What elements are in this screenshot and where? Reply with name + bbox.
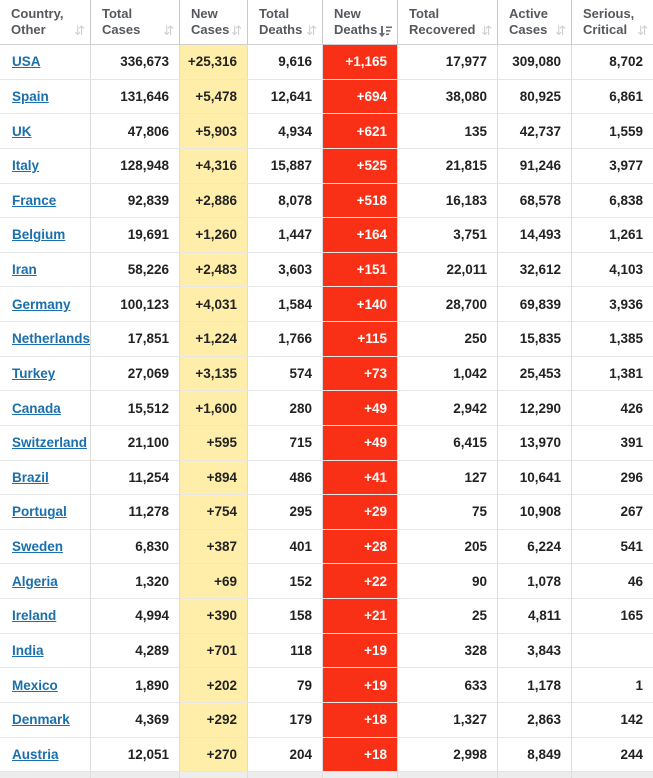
table-row — [0, 287, 653, 322]
new-cases-cell: +1,260 — [180, 218, 248, 252]
serious-critical-cell — [572, 634, 653, 668]
new-cases-cell: +5,903 — [180, 114, 248, 148]
next-row-partial-cell — [248, 772, 323, 778]
country-link[interactable]: Belgium — [12, 227, 66, 243]
new-cases-cell: +202 — [180, 668, 248, 702]
serious-critical-cell: 267 — [620, 504, 643, 520]
active-cases-cell: 91,246 — [498, 149, 572, 183]
country-cell — [0, 287, 91, 321]
total-deaths-cell: 118 — [248, 634, 323, 668]
new-deaths-cell: +22 — [323, 564, 398, 598]
new-deaths-cell: +49 — [323, 391, 398, 425]
country-link[interactable]: Sweden — [12, 539, 64, 555]
country-cell — [0, 530, 91, 564]
serious-critical-cell: 46 — [627, 573, 643, 589]
total-recovered-cell: 250 — [398, 322, 498, 356]
new-cases-cell: +390 — [180, 599, 248, 633]
next-row-partial-cell — [91, 772, 180, 778]
table-row — [0, 703, 653, 738]
table-row — [0, 426, 653, 461]
new-deaths-cell: +19 — [323, 668, 398, 702]
new-deaths-cell: +29 — [323, 495, 398, 529]
total-recovered-cell: 16,183 — [398, 184, 498, 218]
serious-critical-cell: 1,385 — [609, 331, 643, 347]
total-cases-cell: 336,673 — [91, 45, 180, 79]
country-cell — [0, 495, 91, 529]
country-cell — [0, 668, 91, 702]
country-cell — [0, 703, 91, 737]
active-cases-cell: 10,641 — [498, 461, 572, 495]
total-recovered-cell: 205 — [398, 530, 498, 564]
new-deaths-cell: +19 — [323, 634, 398, 668]
country-link[interactable]: Italy — [12, 158, 40, 174]
total-recovered-cell: 127 — [398, 461, 498, 495]
col-header-label-line1: Total — [259, 6, 290, 21]
total-cases-cell: 6,830 — [91, 530, 180, 564]
col-header-label-line1: New — [334, 6, 361, 21]
serious-critical-cell: 1,381 — [609, 365, 643, 381]
serious-critical-cell: 296 — [620, 469, 643, 485]
new-deaths-cell: +518 — [323, 184, 398, 218]
total-deaths-cell: 158 — [248, 599, 323, 633]
total-deaths-cell: 8,078 — [248, 184, 323, 218]
serious-critical-cell: 426 — [620, 400, 643, 416]
active-cases-cell: 309,080 — [498, 45, 572, 79]
new-cases-cell: +701 — [180, 634, 248, 668]
new-cases-cell: +69 — [180, 564, 248, 598]
next-row-partial — [0, 772, 653, 778]
col-header-total-recovered[interactable] — [398, 0, 498, 44]
total-deaths-cell: 574 — [248, 357, 323, 391]
new-cases-cell: +2,886 — [180, 184, 248, 218]
active-cases-cell: 12,290 — [498, 391, 572, 425]
new-cases-cell: +4,031 — [180, 287, 248, 321]
country-cell — [0, 45, 91, 79]
country-link[interactable]: Germany — [12, 296, 71, 312]
total-cases-cell: 11,254 — [91, 461, 180, 495]
total-deaths-cell: 1,447 — [248, 218, 323, 252]
col-header-label-line2: Cases — [509, 22, 548, 37]
serious-critical-cell: 4,103 — [609, 262, 643, 278]
col-header-serious-critical[interactable] — [572, 0, 653, 44]
total-deaths-cell: 401 — [248, 530, 323, 564]
serious-critical-cell: 1 — [635, 677, 643, 693]
sort-toggle-icon: ⇵ — [231, 24, 242, 39]
country-cell — [0, 114, 91, 148]
active-cases-cell: 25,453 — [498, 357, 572, 391]
col-header-label-line2: Cases — [191, 22, 230, 37]
next-row-partial-cell — [398, 772, 498, 778]
new-cases-cell: +1,600 — [180, 391, 248, 425]
country-link[interactable]: Austria — [12, 746, 59, 762]
table-row — [0, 564, 653, 599]
serious-critical-cell: 244 — [620, 746, 643, 762]
col-header-label-line2: Recovered — [409, 22, 476, 37]
col-header-label-line1: Country, — [11, 6, 64, 21]
serious-critical-cell: 391 — [620, 435, 643, 451]
new-deaths-cell: +621 — [323, 114, 398, 148]
total-deaths-cell: 4,934 — [248, 114, 323, 148]
new-deaths-cell: +21 — [323, 599, 398, 633]
new-cases-cell: +3,135 — [180, 357, 248, 391]
total-recovered-cell: 3,751 — [398, 218, 498, 252]
sort-descending-icon — [378, 25, 392, 38]
new-cases-cell: +4,316 — [180, 149, 248, 183]
col-header-total-deaths[interactable] — [248, 0, 323, 44]
active-cases-cell: 14,493 — [498, 218, 572, 252]
country-cell — [0, 391, 91, 425]
new-deaths-cell: +18 — [323, 703, 398, 737]
total-deaths-cell: 295 — [248, 495, 323, 529]
total-cases-cell: 11,278 — [91, 495, 180, 529]
total-deaths-cell: 79 — [248, 668, 323, 702]
serious-critical-cell: 1,261 — [609, 227, 643, 243]
new-deaths-cell: +49 — [323, 426, 398, 460]
table-row — [0, 149, 653, 184]
total-cases-cell: 4,289 — [91, 634, 180, 668]
table-row — [0, 461, 653, 496]
country-link[interactable]: France — [12, 192, 57, 208]
country-link[interactable]: Algeria — [12, 573, 58, 589]
col-header-total-cases[interactable] — [91, 0, 180, 44]
serious-critical-cell: 165 — [620, 608, 643, 624]
table-row — [0, 634, 653, 669]
country-link[interactable]: Portugal — [12, 504, 67, 520]
col-header-country[interactable] — [0, 0, 91, 44]
total-recovered-cell: 6,415 — [398, 426, 498, 460]
col-header-new-deaths[interactable] — [323, 0, 398, 44]
country-link[interactable]: Iran — [12, 262, 37, 278]
total-recovered-cell: 328 — [398, 634, 498, 668]
country-link[interactable]: Spain — [12, 88, 49, 104]
total-cases-cell: 15,512 — [91, 391, 180, 425]
total-deaths-cell: 486 — [248, 461, 323, 495]
table-row — [0, 45, 653, 80]
country-cell — [0, 80, 91, 114]
table-body — [0, 45, 653, 772]
total-deaths-cell: 204 — [248, 738, 323, 772]
col-header-label-line2: Cases — [102, 22, 141, 37]
country-cell — [0, 149, 91, 183]
total-deaths-cell: 15,887 — [248, 149, 323, 183]
table-row — [0, 114, 653, 149]
total-cases-cell: 131,646 — [91, 80, 180, 114]
new-cases-cell: +754 — [180, 495, 248, 529]
new-cases-cell: +292 — [180, 703, 248, 737]
country-link[interactable]: USA — [12, 54, 41, 70]
country-link[interactable]: India — [12, 642, 44, 658]
country-cell — [0, 184, 91, 218]
total-deaths-cell: 280 — [248, 391, 323, 425]
total-recovered-cell: 135 — [398, 114, 498, 148]
new-cases-cell: +387 — [180, 530, 248, 564]
active-cases-cell: 4,811 — [498, 599, 572, 633]
active-cases-cell: 13,970 — [498, 426, 572, 460]
total-cases-cell: 4,369 — [91, 703, 180, 737]
active-cases-cell: 6,224 — [498, 530, 572, 564]
new-deaths-cell: +73 — [323, 357, 398, 391]
sort-toggle-icon: ⇵ — [481, 24, 492, 39]
country-link[interactable]: Turkey — [12, 365, 56, 381]
col-header-label-line1: Serious, — [583, 6, 635, 21]
country-link[interactable]: Switzerland — [12, 435, 88, 451]
total-deaths-cell: 152 — [248, 564, 323, 598]
total-cases-cell: 4,994 — [91, 599, 180, 633]
table-row — [0, 80, 653, 115]
active-cases-cell: 8,849 — [498, 738, 572, 772]
new-deaths-cell: +140 — [323, 287, 398, 321]
country-cell — [0, 738, 91, 772]
active-cases-cell: 3,843 — [498, 634, 572, 668]
country-cell — [0, 461, 91, 495]
new-deaths-cell: +41 — [323, 461, 398, 495]
country-link[interactable]: Mexico — [12, 677, 58, 693]
new-deaths-cell: +525 — [323, 149, 398, 183]
country-cell — [0, 253, 91, 287]
new-cases-cell: +1,224 — [180, 322, 248, 356]
country-link[interactable]: Netherlands — [12, 331, 91, 347]
country-cell — [0, 634, 91, 668]
col-header-label-line1: Total — [102, 6, 133, 21]
country-link[interactable]: Canada — [12, 400, 61, 416]
serious-critical-cell: 8,702 — [609, 54, 643, 70]
total-recovered-cell: 90 — [398, 564, 498, 598]
next-row-partial-cell — [180, 772, 248, 778]
table-row — [0, 599, 653, 634]
sort-toggle-icon: ⇵ — [637, 24, 648, 39]
next-row-partial-cell — [572, 772, 653, 778]
active-cases-cell: 2,863 — [498, 703, 572, 737]
col-header-label-line2: Deaths — [259, 22, 303, 37]
total-recovered-cell: 28,700 — [398, 287, 498, 321]
table-row — [0, 184, 653, 219]
table-row — [0, 357, 653, 392]
table-row — [0, 218, 653, 253]
col-header-label-line2: Deaths — [334, 22, 378, 37]
total-recovered-cell: 38,080 — [398, 80, 498, 114]
country-cell — [0, 218, 91, 252]
table-row — [0, 738, 653, 773]
active-cases-cell: 69,839 — [498, 287, 572, 321]
next-row-partial-cell — [498, 772, 572, 778]
total-recovered-cell: 2,942 — [398, 391, 498, 425]
table-row — [0, 495, 653, 530]
total-deaths-cell: 3,603 — [248, 253, 323, 287]
total-cases-cell: 58,226 — [91, 253, 180, 287]
active-cases-cell: 32,612 — [498, 253, 572, 287]
table-row — [0, 391, 653, 426]
new-cases-cell: +595 — [180, 426, 248, 460]
total-cases-cell: 21,100 — [91, 426, 180, 460]
country-cell — [0, 357, 91, 391]
total-cases-cell: 17,851 — [91, 322, 180, 356]
total-recovered-cell: 2,998 — [398, 738, 498, 772]
total-recovered-cell: 1,042 — [398, 357, 498, 391]
total-cases-cell: 47,806 — [91, 114, 180, 148]
active-cases-cell: 1,078 — [498, 564, 572, 598]
total-deaths-cell: 1,584 — [248, 287, 323, 321]
country-link[interactable]: Brazil — [12, 469, 49, 485]
serious-critical-cell: 541 — [620, 539, 643, 555]
total-recovered-cell: 75 — [398, 495, 498, 529]
country-cell — [0, 564, 91, 598]
country-link[interactable]: UK — [12, 123, 32, 139]
col-header-label-line2: Other — [11, 22, 46, 37]
new-cases-cell: +25,316 — [180, 45, 248, 79]
serious-critical-cell: 6,861 — [609, 88, 643, 104]
total-deaths-cell: 179 — [248, 703, 323, 737]
next-row-partial-cell — [323, 772, 398, 778]
table-row — [0, 668, 653, 703]
total-cases-cell: 12,051 — [91, 738, 180, 772]
active-cases-cell: 10,908 — [498, 495, 572, 529]
total-recovered-cell: 1,327 — [398, 703, 498, 737]
col-header-label-line1: Total — [409, 6, 440, 21]
col-header-label-line2: Critical — [583, 22, 628, 37]
serious-critical-cell: 6,838 — [609, 192, 643, 208]
total-deaths-cell: 12,641 — [248, 80, 323, 114]
total-deaths-cell: 715 — [248, 426, 323, 460]
new-deaths-cell: +18 — [323, 738, 398, 772]
country-link[interactable]: Ireland — [12, 608, 57, 624]
country-cell — [0, 599, 91, 633]
new-deaths-cell: +115 — [323, 322, 398, 356]
col-header-active-cases[interactable] — [498, 0, 572, 44]
sort-toggle-icon: ⇵ — [555, 24, 566, 39]
new-cases-cell: +894 — [180, 461, 248, 495]
country-cell — [0, 322, 91, 356]
total-cases-cell: 100,123 — [91, 287, 180, 321]
table-row — [0, 253, 653, 288]
total-cases-cell: 128,948 — [91, 149, 180, 183]
total-deaths-cell: 9,616 — [248, 45, 323, 79]
sort-toggle-icon: ⇵ — [306, 24, 317, 39]
new-deaths-cell: +694 — [323, 80, 398, 114]
col-header-label-line1: Active — [509, 6, 549, 21]
total-cases-cell: 1,320 — [91, 564, 180, 598]
serious-critical-cell: 3,977 — [609, 158, 643, 174]
new-cases-cell: +270 — [180, 738, 248, 772]
total-cases-cell: 92,839 — [91, 184, 180, 218]
serious-critical-cell: 3,936 — [609, 296, 643, 312]
total-recovered-cell: 17,977 — [398, 45, 498, 79]
table-row — [0, 322, 653, 357]
active-cases-cell: 68,578 — [498, 184, 572, 218]
active-cases-cell: 1,178 — [498, 668, 572, 702]
active-cases-cell: 80,925 — [498, 80, 572, 114]
new-deaths-cell: +164 — [323, 218, 398, 252]
total-recovered-cell: 22,011 — [398, 253, 498, 287]
total-recovered-cell: 21,815 — [398, 149, 498, 183]
total-deaths-cell: 1,766 — [248, 322, 323, 356]
col-header-label-line1: New — [191, 6, 218, 21]
new-deaths-cell: +151 — [323, 253, 398, 287]
country-cell — [0, 426, 91, 460]
total-recovered-cell: 25 — [398, 599, 498, 633]
serious-critical-cell: 1,559 — [609, 123, 643, 139]
country-link[interactable]: Denmark — [12, 712, 70, 728]
total-cases-cell: 27,069 — [91, 357, 180, 391]
col-header-new-cases[interactable] — [180, 0, 248, 44]
table-row — [0, 530, 653, 565]
total-cases-cell: 1,890 — [91, 668, 180, 702]
new-deaths-cell: +1,165 — [323, 45, 398, 79]
new-cases-cell: +5,478 — [180, 80, 248, 114]
sort-toggle-icon: ⇵ — [163, 24, 174, 39]
active-cases-cell: 42,737 — [498, 114, 572, 148]
active-cases-cell: 15,835 — [498, 322, 572, 356]
total-recovered-cell: 633 — [398, 668, 498, 702]
next-row-partial-cell — [0, 772, 91, 778]
total-cases-cell: 19,691 — [91, 218, 180, 252]
serious-critical-cell: 142 — [620, 712, 643, 728]
sort-toggle-icon: ⇵ — [74, 24, 85, 39]
table-header-row — [0, 0, 653, 45]
new-cases-cell: +2,483 — [180, 253, 248, 287]
new-deaths-cell: +28 — [323, 530, 398, 564]
